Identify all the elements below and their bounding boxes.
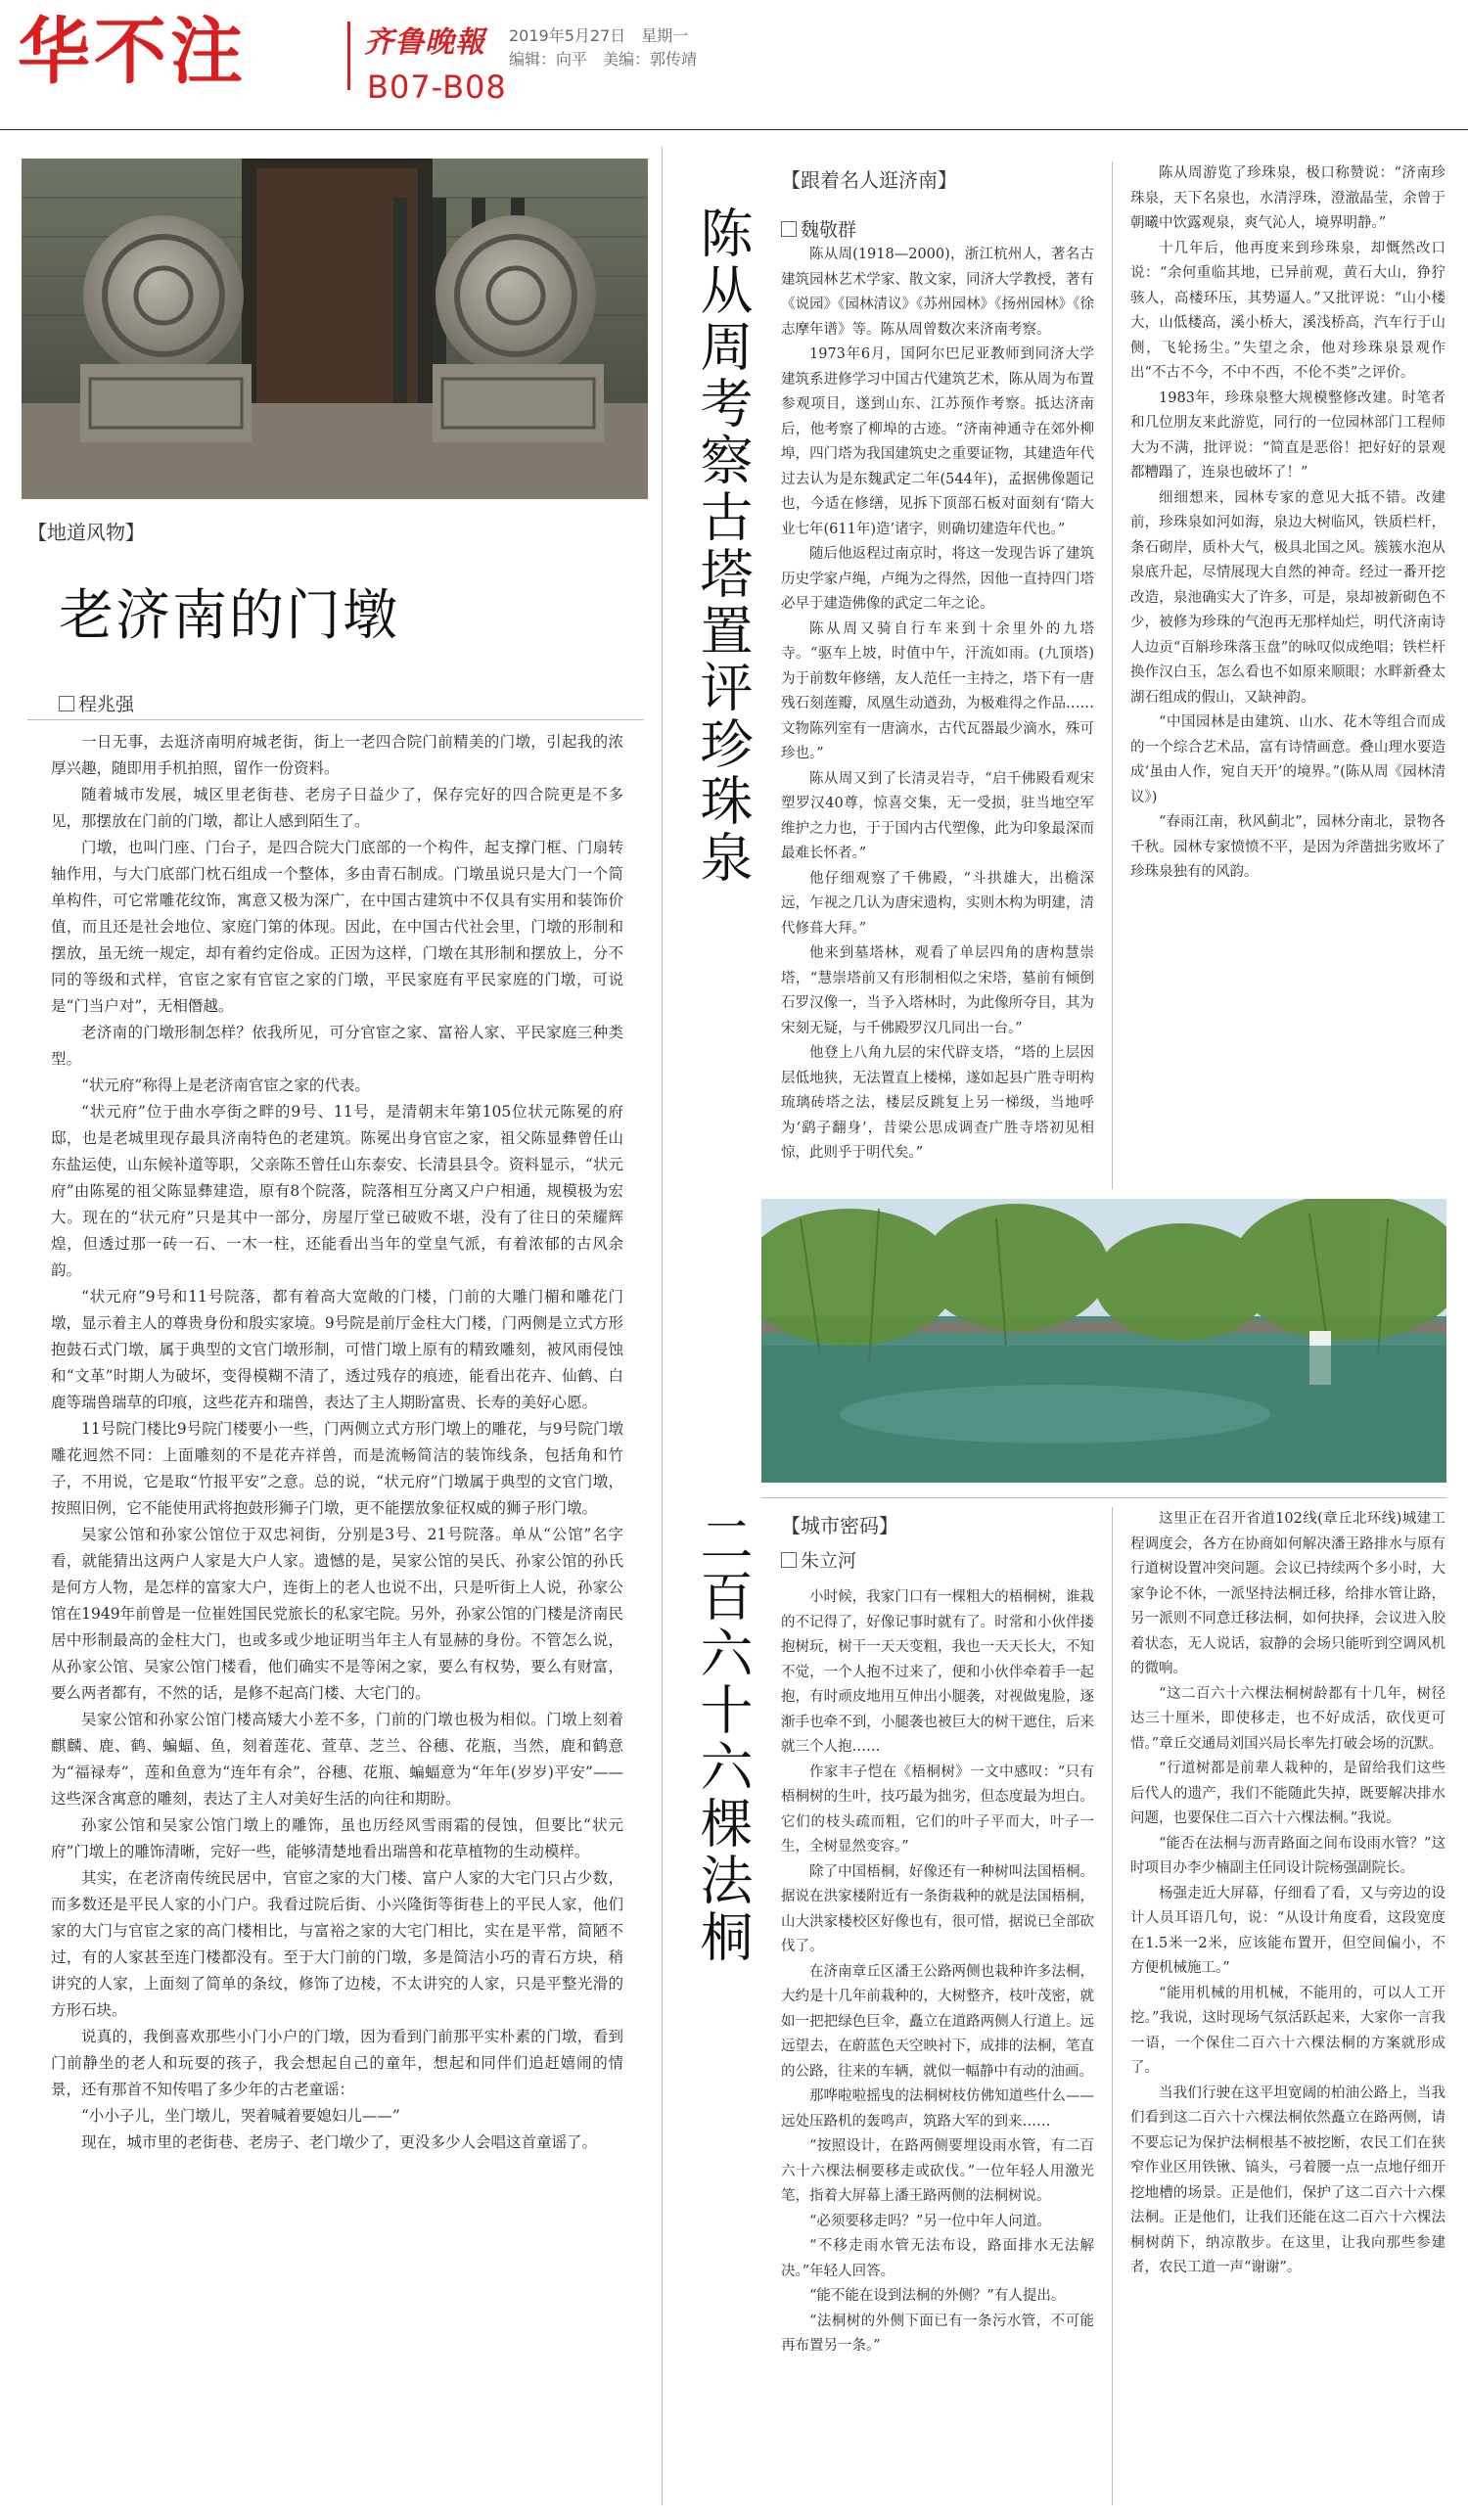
paragraph: 老济南的门墩形制怎样？依我所见，可分官宦之家、富裕人家、平民家庭三种类型。 (51, 1024, 623, 1068)
paragraph: 说真的，我倒喜欢那些小门小户的门墩，因为看到门前那平实朴素的门墩，看到门前静坐的老人和玩耍的孩子，我会想起自己的童年，想起和同伴们追赶嬉闹的情景，还有那首不知传唱了多少年的古老童谣： (51, 2028, 623, 2098)
author-name: 程兆强 (78, 694, 135, 715)
paragraph: “状元府”称得上是老济南官宦之家的代表。 (81, 1077, 370, 1094)
byline-box-icon (781, 221, 797, 237)
paragraph: 门墩，也叫门座、门台子，是四合院大门底部的一个构件，起支撑门框、门扇转轴作用，与大门底部门枕石组成一个整体，多由青石制成。门墩虽说只是大门一个简单构件，可它常雕花纹饰，寓意又极为深广，在中国古建筑中不仅具有实用和装饰价值，而且还是社会地位、家庭门第的体现。因此，在中国古代社会里，门墩的形制和摆放，虽无统一规定，却有着约定俗成。正因为这样，门墩在其形制和摆放上，分不同的等级和式样，官宦之家有官宦之家的门墩，平民家庭有平民家庭的门墩，可说是“门当户对”，无相僭越。 (51, 839, 623, 1015)
paragraph: 吴家公馆和孙家公馆门楼高矮大小差不多，门前的门墩也极为相似。门墩上刻着麒麟、鹿、鹤、蝙蝠、鱼，刻着莲花、萱草、芝兰、谷穗、花瓶，当然，鹿和鹤意为“福禄寿”，莲和鱼意为“连年有余”，谷穗、花瓶、蝙蝠意为“年年(岁岁)平安”——这些深含寓意的雕刻，表达了主人对美好生活的向往和期盼。 (51, 1711, 623, 1808)
paragraph: 十几年后，他再度来到珍珠泉，却慨然改口说：“余何重临其地，已异前观，黄石大山，狰狞骇人，高楼环压，其势逼人。”又批评说：“山小楼大，山低楼高，溪小桥大，溪浅桥高，汽车行于山侧，飞轮扬尘。”失望之余，他对珍珠泉景观作出“不古不今，不中不西，不伦不类”之评价。 (1130, 240, 1445, 381)
paragraph: 陈从周又骑自行车来到十余里外的九塔寺。“驱车上坡，时值中午，汗流如雨。(九顶塔)为于前数年修缮，友人范任一主持之，塔下有一唐残石刻莲瓣，凤凰生动遒劲，为极难得之作品……文物陈列室有一唐滴水，古代瓦器最少滴水，殊可珍也。” (781, 620, 1094, 761)
article-body (781, 1585, 1094, 2505)
paragraph: 陈从周又到了长清灵岩寺，“启千佛殿看观宋塑罗汉40尊，惊喜交集，无一受损，驻当地空军维护之力也，于于国内古代塑像，此为印象最深而最难长怀者。” (781, 770, 1094, 861)
paragraph: “能用机械的用机械，不能用的，可以人工开挖。”我说，这时现场气氛活跃起来，大家你一言我一语，一个保住二百六十六棵法桐的方案就形成了。 (1130, 1985, 1445, 2076)
paragraph: “小小子儿，坐门墩儿，哭着喊着要媳妇儿——” (81, 2107, 400, 2125)
paragraph: 除了中国梧桐，好像还有一种树叫法国梧桐。据说在洪家楼附近有一条街栽种的就是法国梧桐，山大洪家楼校区好像也有，很可惜，据说已全部砍伐了。 (781, 1863, 1094, 1954)
paragraph: “春雨江南，秋风蓟北”，园林分南北，景物各千秋。园林专家愤愤不平，是因为斧凿拙劣败坏了珍珠泉独有的风韵。 (1130, 814, 1445, 880)
paragraph: 1983年，珍珠泉整大规模整修改建。时笔者和几位朋友来此游览，同行的一位园林部门工程师大为不满，批评说：“简直是恶俗！把好好的景观都糟蹋了，连泉也破坏了！” (1130, 389, 1445, 481)
paragraph: 他登上八角九层的宋代辟支塔，“塔的上层因层低地狭，无法置直上楼梯，遂如起县广胜寺明构琉璃砖塔之法，楼层反跳复上另一梯级，当地呼为‘鹞子翻身’，昔梁公思成调查广胜寺塔初见相惊，此则乎于明代矣。” (781, 1045, 1094, 1161)
article-byline (59, 690, 134, 716)
paragraph: “中国园林是由建筑、山水、花木等组合而成的一个综合艺术品，富有诗情画意。叠山理水要造成‘虽由人作，宛自天开’的境界。”(陈从周《园林清议》) (1130, 714, 1445, 805)
article-body (51, 729, 623, 2491)
page-range: B07-B08 (367, 69, 507, 106)
article-byline (781, 215, 856, 242)
paper-logo: 齐鲁晚報 (364, 25, 485, 60)
byline-box-icon (59, 696, 74, 711)
author-name: 朱立河 (801, 1550, 857, 1572)
editor-credits: 编辑：向平 美编：郭传靖 (509, 50, 698, 69)
column-divider-left (662, 147, 663, 2505)
byline-rule (27, 719, 644, 720)
paragraph: 这里正在召开省道102线(章丘北环线)城建工程调度会，各方在协商如何解决潘王路排水与原有行道树设置冲突问题。会议已持续两个多小时，大家争论不休，一派坚持法桐迁移，给排水管让路，另一派则不同意迁移法桐，如何抉择，会议进入胶着状态，无人说话，寂静的会场只能听到空调风机的微响。 (1130, 1511, 1445, 1676)
paragraph: 其实，在老济南传统民居中，官宦之家的大门楼、富户人家的大宅门只占少数，而多数还是平民人家的小门户。我看过院后街、小兴隆街等街巷上的平民人家，他们家的大门与官宦之家的高门楼相比，与富裕之家的大宅门相比，实在是平常，简陋不过，有的人家甚至连门楼都没有。至于大门前的门墩，多是简洁小巧的青石方块，稍讲究的人家，上面刻了简单的条纹，修饰了边棱，不太讲究的人家，只是平整光滑的方形石块。 (51, 1869, 623, 2019)
column-divider (1112, 161, 1113, 1189)
article-title: 陈从周考察古塔置评珍珠泉 (692, 206, 754, 887)
paragraph: “按照设计，在路两侧要埋设雨水管，有二百六十六棵法桐要移走或砍伐。”一位年轻人用激光笔，指着大屏幕上潘王路两侧的法桐树说。 (781, 2138, 1094, 2204)
paragraph: 他来到墓塔林，观看了单层四角的唐构慧崇塔，“慧崇塔前又有形制相似之宋塔，墓前有倾倒石罗汉像一，当予入塔林时，为此像所夺目，其为宋刻无疑，与千佛殿罗汉几同出一台。” (781, 945, 1094, 1036)
article-title: 二百六十六棵法桐 (692, 1512, 754, 1966)
paragraph: “能不能在设到法桐的外侧？”有人提出。 (809, 2288, 1066, 2304)
paragraph: 随着城市发展，城区里老街巷、老房子日益少了，保存完好的四合院更是不多见，那摆放在门前的门墩，都让人感到陌生了。 (51, 786, 623, 830)
article-tag: 【跟着名人逛济南】 (781, 168, 957, 192)
paragraph: 现在，城市里的老街巷、老房子、老门墩少了，更没多少人会唱这首童谣了。 (81, 2133, 598, 2151)
masthead-divider (347, 22, 350, 90)
article-body (781, 243, 1094, 1187)
article-body-continued (1130, 161, 1445, 1187)
paragraph: 小时候，我家门口有一棵粗大的梧桐树，谁栽的不记得了，好像记事时就有了。时常和小伙伴搂抱树玩，树干一天天变粗，我也一天天长大，不知不觉，一个人抱不过来了，便和小伙伴牵着手一起抱，有时顽皮地用互伸出小腿袭，对视做鬼脸，逐渐手也牵不到，小腿袭也被巨大的树干遮住，后来就三个人抱…… (781, 1589, 1094, 1755)
article-tag: 【地道风物】 (27, 521, 145, 544)
paragraph: 他仔细观察了千佛殿，“斗拱雄大，出檐深远，乍视之几认为唐宋遗构，实则木构为明建，清代修葺大拜。” (781, 870, 1094, 937)
byline-box-icon (781, 1552, 797, 1568)
spring-willow-photo (761, 1199, 1446, 1483)
article-tag: 【城市密码】 (781, 1514, 898, 1537)
paragraph: “法桐树的外侧下面已有一条污水管，不可能再布置另一条。” (781, 2313, 1094, 2354)
article-byline (781, 1546, 856, 1573)
paragraph: 随后他返程过南京时，将这一发现告诉了建筑历史学家卢绳，卢绳为之得然，因他一直持四门塔必早于建造佛像的武定二年之论。 (781, 546, 1094, 612)
paragraph: “状元府”9号和11号院落，都有着高大宽敞的门楼，门前的大雕门楣和雕花门墩，显示着主人的尊贵身份和殷实家境。9号院是前厅金柱大门楼，门两侧是立式方形抱鼓石式门墩，属于典型的文官门墩形制，可惜门墩上原有的精致雕刻，被风雨侵蚀和“文革”时期人为破坏，变得模糊不清了，透过残存的痕迹，能看出花卉、仙鹤、白鹿等瑞兽瑞草的印痕，这些花卉和瑞兽，表达了主人期盼富贵、长寿的美好心愿。 (51, 1288, 623, 1411)
issue-date: 2019年5月27日 星期一 (509, 26, 689, 45)
paragraph: 当我们行驶在这平坦宽阔的柏油公路上，当我们看到这二百六十六棵法桐依然矗立在路两侧，请不要忘记为保护法桐根基不被挖断，农民工们在狭窄作业区用铁锹、镐头，弓着腰一点一点地仔细开挖地槽的场景。正是他们，保护了这二百六十六棵法桐。正是他们，让我们还能在这二百六十六棵法桐树荫下，纳凉散步。在这里，让我向那些参建者，农民工道一声“谢谢”。 (1130, 2085, 1445, 2275)
paragraph: 一日无事，去逛济南明府城老街，街上一老四合院门前精美的门墩，引起我的浓厚兴趣，随即用手机拍照，留作一份资料。 (51, 733, 623, 777)
paragraph: 陈从周游览了珍珠泉，极口称赞说：“济南珍珠泉，天下名泉也，水清浮珠，澄澈晶莹，余曾于朝曦中饮露观泉，爽气沁人，境界明静。” (1130, 165, 1445, 231)
paragraph: 那哗啦啦摇曳的法桐树枝仿佛知道些什么——远处压路机的轰鸣声，筑路大军的到来…… (781, 2088, 1094, 2130)
paragraph: “不移走雨水管无法布设，路面排水无法解决。”年轻人回答。 (781, 2238, 1094, 2279)
column-divider (1112, 1507, 1113, 2505)
paragraph: “这二百六十六棵法桐树龄都有十几年，树径达三十厘米，即使移走，也不好成活，砍伐更可惜。”章丘交通局刘国兴局长率先打破会场的沉默。 (1130, 1685, 1445, 1752)
paragraph: 细细想来，园林专家的意见大抵不错。改建前，珍珠泉如河如海，泉边大树临风，铁质栏杆，条石砌岸，质朴大气，极具北国之风。簇簇水泡从泉底升起，尽情展现大自然的神奇。经过一番开挖改造，泉池确实大了许多，可是，泉却被新砌色不少，被修为珍珠的气泡再无那样灿烂，明代济南诗人边贡“百斛珍珠落玉盘”的咏叹似成绝唱；铁栏杆换作汉白玉，怎么看也不如原来顺眼；水畔新叠太湖石组成的假山，又缺神韵。 (1130, 489, 1445, 706)
paragraph: “状元府”位于曲水亭街之畔的9号、11号，是清朝末年第105位状元陈冕的府邸，也是老城里现存最具济南特色的老建筑。陈冕出身官宦之家，祖父陈显彝曾任山东盐运使，山东候补道等职，父亲陈丕曾任山东泰安、长清县县令。资料显示，“状元府”由陈冕的祖父陈显彝建造，原有8个院落，院落相互分离又户户相通，规模极为宏大。现在的“状元府”只是其中一部分，房屋厅堂已破败不堪，没有了往日的荣耀辉煌，但透过那一砖一石、一木一柱，还能看出当年的堂皇气派，有着浓郁的古风余韵。 (51, 1103, 623, 1279)
paragraph: 在济南章丘区潘王公路两侧也栽种许多法桐，大约是十几年前栽种的，大树整齐，枝叶茂密，就如一把把绿色巨伞，矗立在道路两侧人行道上。远远望去，在蔚蓝色天空映衬下，成排的法桐，笔直的公路，往来的车辆，就似一幅静中有动的油画。 (781, 1963, 1094, 2080)
masthead-rule (0, 129, 1468, 130)
paragraph: “能否在法桐与沥青路面之间布设雨水管？”这时项目办李少楠副主任同设计院杨强副院长。 (1130, 1835, 1445, 1876)
article-title: 老济南的门墩 (59, 584, 399, 648)
paragraph: 1973年6月，国阿尔巴尼亚教师到同济大学建筑系进修学习中国古代建筑艺术，陈从周为布置参观项目，遂到山东、江苏预作考察。抵达济南后，他考察了柳埠的古迹。“济南神通寺在郊外柳埠，四门塔为我国建筑史之重要证物，其建造年代过去认为是东魏武定二年(544年)，孟据佛像题记也，今适在修缮，见拆下顶部石板对面刻有‘隋大业七年(611年)造’诸字，则确切建造年代也。” (781, 346, 1094, 537)
paragraph: 杨强走近大屏幕，仔细看了看，又与旁边的设计人员耳语几句，说：“从设计角度看，这段宽度在1.5米一2米，应该能布置开，但空间偏小，不方便机械施工。” (1130, 1885, 1445, 1976)
door-pier-photo (22, 159, 648, 499)
section-title: 华不注 (18, 10, 247, 94)
paragraph: 作家丰子恺在《梧桐树》一文中感叹：“只有梧桐树的生叶，技巧最为拙劣，但态度最为坦白。它们的枝头疏而粗，它们的叶子平而大，叶子一生，全树显然变容。” (781, 1764, 1094, 1855)
paragraph: 吴家公馆和孙家公馆位于双忠祠街，分别是3号、21号院落。单从“公馆”名字看，就能猜出这两户人家是大户人家。遗憾的是，吴家公馆的吴氏、孙家公馆的孙氏是何方人物，是怎样的富家大户，连街上的老人也说不出，只是听街上人说，孙家公馆在1949年前曾是一位崔姓国民党旅长的私家宅院。另外，孙家公馆的门楼是济南民居中形制最高的金柱大门，也或多或少地证明当年主人有显赫的身份。不管怎么说，从孙家公馆、吴家公馆门楼看，他们确实不是等闲之家，要么有权势，要么有财富，要么两者都有，不然的话，是修不起高门楼、大宅门的。 (51, 1526, 623, 1702)
paragraph: 11号院门楼比9号院门楼要小一些，门两侧立式方形门墩上的雕花，与9号院门墩雕花迥然不同：上面雕刻的不是花卉祥兽，而是流畅简洁的装饰线条，包括角和竹子，不用说，它是取“竹报平安”之意。总的说，“状元府”门墩属于典型的文官门墩，按照旧例，它不能使用武将抱鼓形狮子门墩，更不能摆放象征权威的狮子形门墩。 (51, 1420, 623, 1517)
paragraph: “必须要移走吗？”另一位中年人问道。 (809, 2213, 1051, 2229)
section-divider-right (761, 1497, 1446, 1498)
paragraph: 陈从周(1918—2000)，浙江杭州人，著名古建筑园林艺术学家、散文家，同济大学教授，著有《说园》《园林清议》《苏州园林》《扬州园林》《徐志摩年谱》等。陈从周曾数次来济南考察。 (781, 247, 1094, 338)
article-body-continued (1130, 1507, 1445, 2505)
author-name: 魏敬群 (801, 219, 857, 241)
paragraph: “行道树都是前辈人栽种的，是留给我们这些后代人的遗产，我们不能随此失掉，既要解决排水问题，也要保住二百六十六棵法桐。”我说。 (1130, 1761, 1445, 1826)
paragraph: 孙家公馆和吴家公馆门墩上的雕饰，虽也历经风雪雨霜的侵蚀，但要比“状元府”门墩上的雕饰清晰，完好一些，能够清楚地看出瑞兽和花草植物的生动模样。 (51, 1816, 623, 1860)
